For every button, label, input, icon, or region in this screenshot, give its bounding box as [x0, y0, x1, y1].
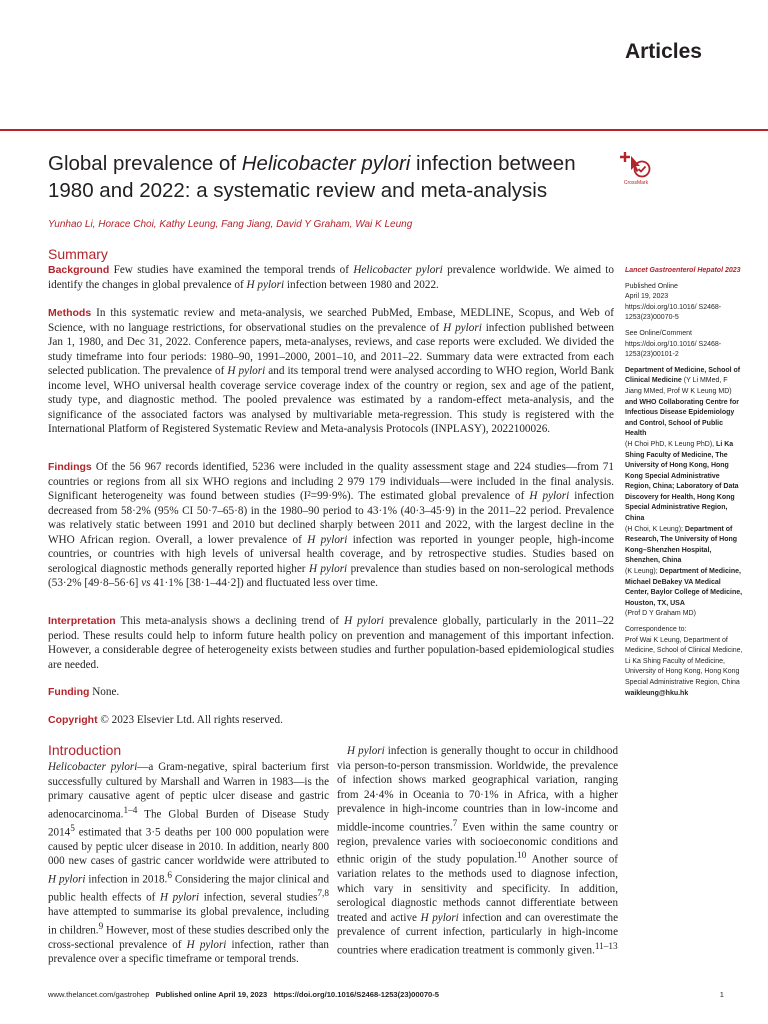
journal-citation: Lancet Gastroenterol Hepatol 2023 — [625, 267, 741, 274]
comment-doi-link[interactable]: https://doi.org/10.1016/ S2468-1253(23)00101-2 — [625, 340, 722, 359]
footer-journal-link[interactable]: www.thelancet.com/gastrohep — [48, 990, 150, 999]
doi-link[interactable]: https://doi.org/10.1016/ S2468-1253(23)00070-5 — [625, 303, 722, 322]
affiliation: (H Choi, K Leung); Department of Research, The University of Hong Kong–Shenzhen Hospital, Shenzhen, China — [625, 525, 738, 565]
abstract-findings: Findings Of the 56 967 records identified, 5236 were included in the quality assessment stage and 224 studies—from 71 countries or regions from all six WHO regions and including 2 979 179 individuals—were included in the final analysis. Significant heterogeneity was found between studies (I²=99·9%). The estimated global prevalence of H pylori infection decreased from 58·2% (95% CI 50·7–65·8) in the 1980–90 period to 43·1% (40·3–45·9) in the 2011–22 period. Prevalence was relatively static between 1991 and 2010 but declined sharply between 2011 and 2022, with the largest decline in the WHO African region. Overall, a lower prevalence of H pylori infection was reported in younger people, high-income countries, or countries with high levels of universal health coverage, and by retrospective studies. Studies based on serological diagnostic methods generally reported higher H pylori prevalence than studies based on non-serological methods (53·2% [49·8–56·6] vs 41·1% [38·1–44·2]) and fluctuated less over time. — [48, 461, 614, 589]
page-footer — [48, 990, 439, 999]
header-rule — [0, 129, 768, 131]
see-online-comment-link[interactable]: See Online/Comment — [625, 329, 692, 337]
introduction-paragraph-left: Helicobacter pylori—a Gram-negative, spiral bacterium first successfully cultured by Marshall and Warren in 1983—is the primary causative agent of peptic ulcer disease and gastric adenocarcinoma.$^{1-4}$ The Global Burden of Disease Study 2014$^5$ estimated that 3·5 deaths per 100 000 population were caused by peptic ulcer disease in 2010. In addition, nearly 800 000 new cases of gastric cancer worldwide were attributed to H pylori infection in 2018.$^6$ Considering the major clinical and public health effects of H pylori infection, several studies$^{7,8}$ have attempted to summarise its global prevalence, including in children.$^9$ However, most of these studies described only the cross-sectional prevalence of H pylori infection, rather than prevalence over a specific timeframe or temporal trends. — [48, 761, 329, 966]
affiliation: (Prof D Y Graham MD) — [625, 610, 696, 618]
introduction-paragraph-right: H pylori infection is generally thought to occur in childhood via person-to-person transmission. Worldwide, the prevalence of infection shows marked geographical variation, ranging from 24·4% in Oceania to 70·1% in Africa, with a higher prevalence in high-income countries than in low-income and middle-income countries.$^7$ Even within the same country or region, prevalence varies with socioeconomic conditions and ethnic origin of the study population.$^{10}$ Another source of variation relates to the methods used to diagnose infection, which vary in sensitivity and specificity. In addition, serological diagnostic methods cannot differentiate between treated and active H pylori infection and can overestimate the prevalence of current infection, particularly in high-income countries where eradication treatment is commonly given.$^{11-13}$ — [337, 745, 618, 957]
summary-heading: Summary — [48, 246, 108, 262]
crossmark-icon — [620, 150, 652, 186]
affiliation: (H Choi PhD, K Leung PhD), Li Ka Shing Faculty of Medicine, The University of Hong Kong, Hong Kong Special Administrative Region, China; Laboratory of Data Discovery for Health, Hong Kong Special Administrative Region, China — [625, 440, 739, 523]
introduction-heading: Introduction — [48, 742, 122, 758]
affiliation: (K Leung); Department of Medicine, Michael DeBakey VA Medical Center, Baylor College of Medicine, Houston, TX, USA — [625, 568, 743, 607]
abstract-background: Background Few studies have examined the temporal trends of Helicobacter pylori prevalence worldwide. We aimed to identify the changes in global prevalence of H pylori infection between 1980 and 2022. — [48, 264, 614, 291]
published-label: Published Online — [625, 282, 678, 290]
correspondence-email-link[interactable]: waikleung@hku.hk — [625, 689, 689, 697]
abstract-funding: Funding None. — [48, 686, 120, 698]
correspondence-label: Correspondence to: — [625, 626, 687, 633]
correspondence-text: Prof Wai K Leung, Department of Medicine, School of Clinical Medicine, Li Ka Shing Faculty of Medicine, University of Hong Kong, Hong Kong Special Administrative Region, China — [625, 636, 743, 686]
section-label: Articles — [624, 40, 702, 63]
footer-published: Published online April 19, 2023 — [155, 990, 268, 999]
abstract-methods: Methods In this systematic review and meta-analysis, we searched PubMed, Embase, MEDLINE, Scopus, and Web of Science, with no language restrictions, for observational studies on the prevalence of H pylori infection published between Jan 1, 1980, and Dec 31, 2022. Conference papers, meta-analyses, reviews, and case reports were excluded. We divided the study timeframe into four periods: 1980–90, 1991–2000, 2001–10, and 2011–22. Summary data were extracted from each selected publication. The prevalence of H pylori and its temporal trend were analysed according to WHO region, World Bank income level, WHO universal health coverage service coverage index of the country or region, sex and age of the patient, study type, and diagnostic method. The pooled prevalence was estimated by a random-effect meta-analysis, and the significance of the associated factors was analysed by multivariable meta-regression. This study is registered with the International Platform of Registered Systematic Review and Meta-analysis Protocols (INPLASY), 2022100026. — [48, 307, 614, 435]
affiliation: Department of Medicine, School of Clinical Medicine (Y Li MMed, F Jiang MMed, Prof W K Leung MD) and WHO Collaborating Centre for Infectious Disease Epidemiology and Control, School of Public Health — [625, 366, 741, 438]
abstract-interpretation: Interpretation This meta-analysis shows a declining trend of H pylori prevalence globally, particularly in the 2011–22 period. These results could help to inform future health policy on prevention and management of this important infection. However, a considerable degree of heterogeneity exists between studies and further population-based epidemiological studies are needed. — [48, 615, 614, 671]
sidebar — [625, 266, 743, 699]
footer-doi-link[interactable]: https://doi.org/10.1016/S2468-1253(23)00070-5 — [273, 990, 440, 999]
article-title: Global prevalence of Helicobacter pylori infection between 1980 and 2022: a systematic review and meta-analysis — [48, 152, 576, 202]
page-number: 1 — [719, 990, 724, 999]
author-list: Yunhao Li, Horace Choi, Kathy Leung, Fang Jiang, David Y Graham, Wai K Leung — [48, 219, 413, 230]
abstract-copyright: Copyright © 2023 Elsevier Ltd. All rights reserved. — [48, 714, 283, 726]
crossmark-link[interactable] — [620, 150, 652, 186]
crossmark-label: CrossMark — [623, 180, 649, 186]
published-date: April 19, 2023 — [625, 293, 669, 301]
